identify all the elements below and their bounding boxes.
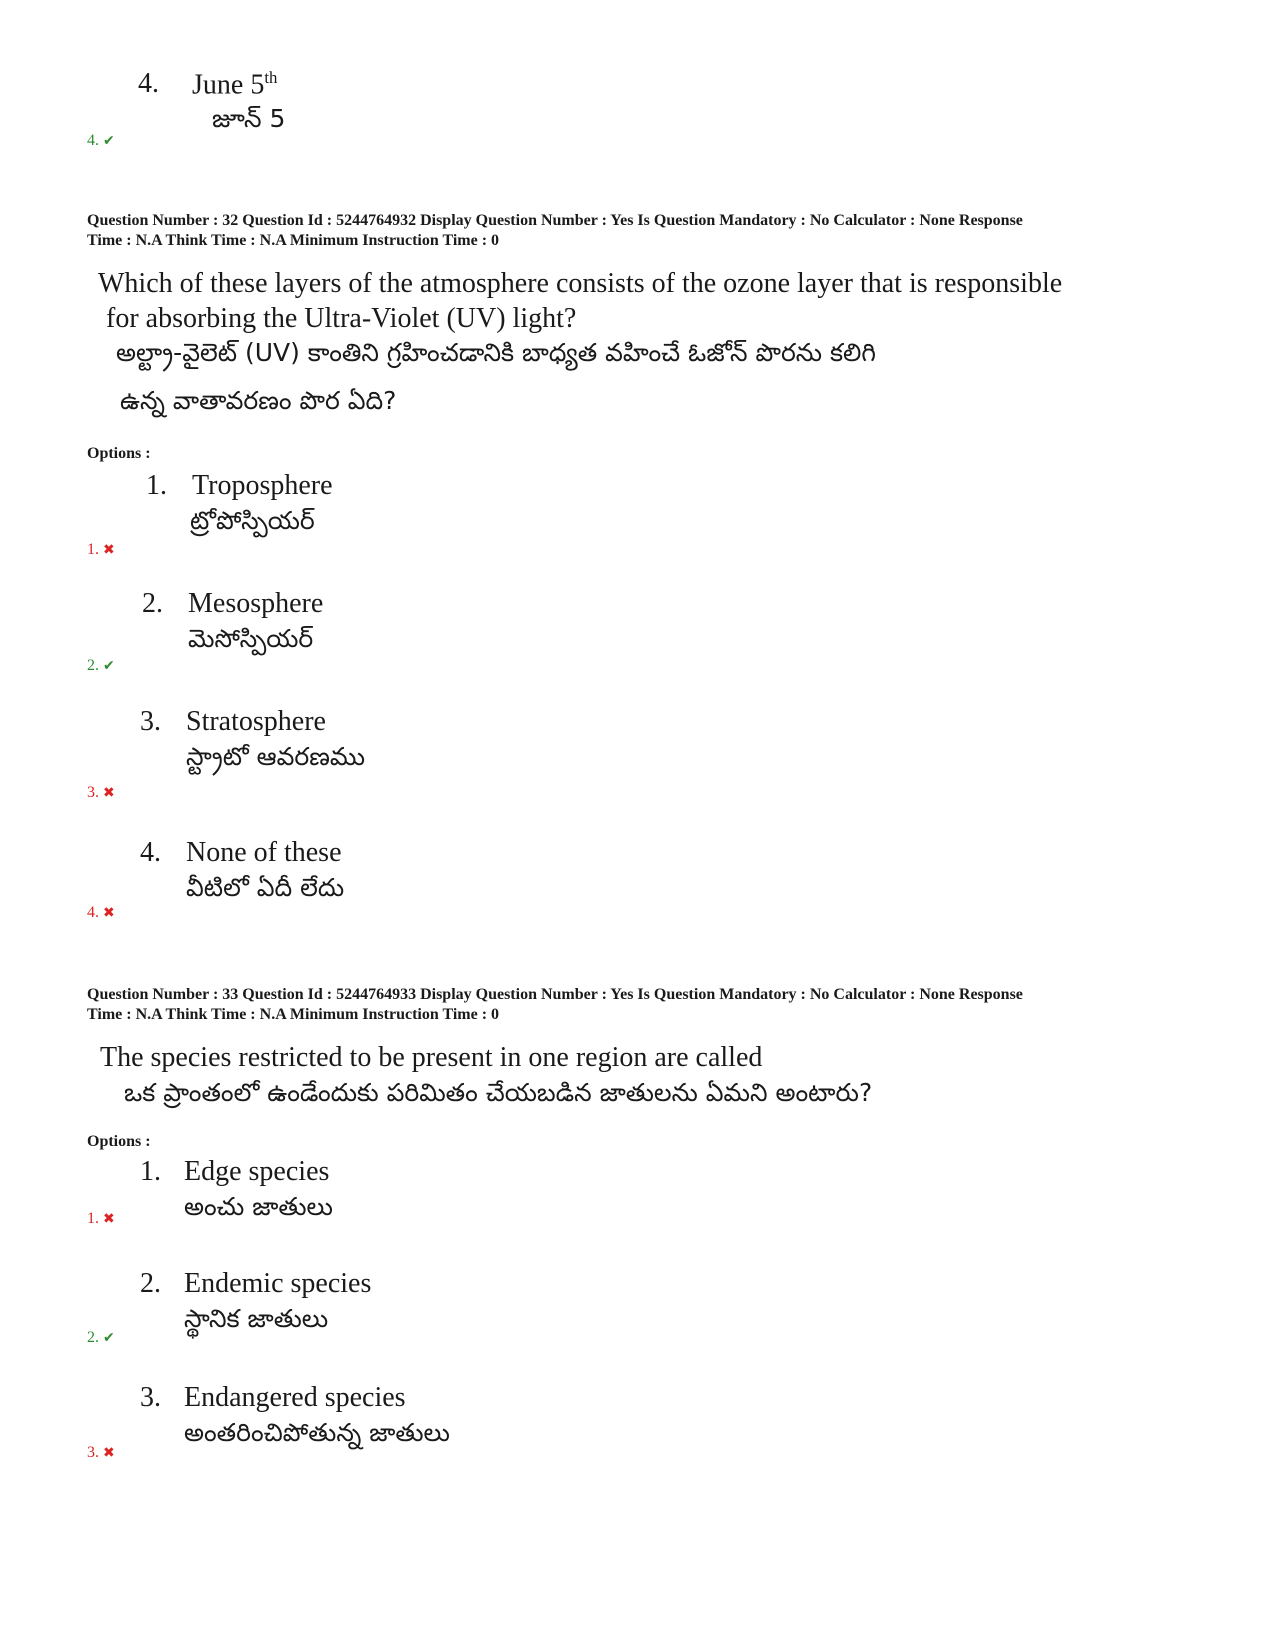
q32-meta-line-1: Question Number : 32 Question Id : 5244764932 Display Question Number : Yes Is Question Mandatory : No Calculator : None Response: [87, 212, 1023, 229]
q32-option-3-number: 3.: [140, 706, 161, 737]
q33-meta-line-2: Time : N.A Think Time : N.A Minimum Instruction Time : 0: [87, 1006, 500, 1023]
q32-option-4-marker: [87, 904, 115, 922]
q33-option-2-english: Endemic species: [184, 1268, 372, 1299]
q32-option-2-number: 2.: [142, 588, 163, 619]
q33-option-1-telugu: అంచు జాతులు: [184, 1192, 333, 1221]
q32-option-3-english: Stratosphere: [186, 706, 326, 737]
q33-option-2-number: 2.: [140, 1268, 161, 1299]
q32-option-2-telugu: మెసోస్పియర్: [188, 624, 314, 653]
q32-option-1-marker: [87, 541, 115, 559]
q32-option-4-english: None of these: [186, 837, 342, 868]
check-icon: ✔: [103, 133, 115, 149]
q33-option-3-english: Endangered species: [184, 1382, 406, 1413]
cross-icon: ✖: [103, 542, 115, 558]
q32-meta-line-2: Time : N.A Think Time : N.A Minimum Instruction Time : 0: [87, 232, 500, 249]
q32-question-english-1: Which of these layers of the atmosphere consists of the ozone layer that is responsible: [98, 268, 1063, 299]
cross-icon: ✖: [103, 1445, 115, 1461]
q33-option-2-telugu: స్థానిక జాతులు: [184, 1304, 329, 1333]
q32-option-3-telugu: స్ట్రాటో ఆవరణము: [186, 742, 365, 771]
q33-meta-line-1: Question Number : 33 Question Id : 5244764933 Display Question Number : Yes Is Question Mandatory : No Calculator : None Response: [87, 986, 1023, 1003]
q32-question-english-2: for absorbing the Ultra-Violet (UV) light?: [106, 303, 577, 334]
cross-icon: ✖: [103, 905, 115, 921]
q32-option-4-telugu: వీటిలో ఏదీ లేదు: [186, 873, 345, 902]
check-icon: ✔: [103, 658, 115, 674]
q32-option-2-marker-label: 2.: [87, 657, 99, 674]
q33-option-2-marker: [87, 1329, 115, 1347]
q32-option-2-marker: [87, 657, 115, 675]
q32-options-label: Options :: [87, 445, 151, 462]
q32-meta: [87, 211, 1207, 251]
q32-option-1-telugu: ట్రోపోస్పియర్: [190, 506, 315, 535]
cross-icon: ✖: [103, 1211, 115, 1227]
q32-option-2-english: Mesosphere: [188, 588, 324, 619]
q32-option-3-marker: [87, 784, 115, 802]
q33-option-3-number: 3.: [140, 1382, 161, 1413]
q33-option-3-telugu: అంతరించిపోతున్న జాతులు: [184, 1418, 450, 1447]
q33-question-telugu-1: ఒక ప్రాంతంలో ఉండేందుకు పరిమితం చేయబడిన జాతులను ఏమని అంటారు?: [124, 1078, 873, 1107]
q32-option-1-number: 1.: [146, 470, 167, 501]
check-icon: ✔: [103, 1330, 115, 1346]
q33-option-3-marker: [87, 1444, 115, 1462]
prev-option-telugu: జూన్ 5: [212, 104, 286, 133]
q32-question-telugu-1: అల్ట్రా-వైలెట్ (UV) కాంతిని గ్రహించడానికి బాధ్యత వహించే ఓజోన్ పొరను కలిగి: [116, 338, 876, 367]
q32-option-3-marker-label: 3.: [87, 784, 99, 801]
q33-option-1-marker-label: 1.: [87, 1210, 99, 1227]
prev-option-marker: [87, 132, 115, 150]
q33-option-3-marker-label: 3.: [87, 1444, 99, 1461]
prev-option-english-text: June 5: [192, 69, 265, 101]
q32-option-4-marker-label: 4.: [87, 904, 99, 921]
cross-icon: ✖: [103, 785, 115, 801]
q33-option-1-number: 1.: [140, 1156, 161, 1187]
prev-option-marker-label: 4.: [87, 132, 99, 149]
q32-question-telugu-2: ఉన్న వాతావరణం పొర ఏది?: [120, 386, 397, 415]
q33-option-2-marker-label: 2.: [87, 1329, 99, 1346]
q33-meta: [87, 985, 1207, 1025]
prev-option-superscript: th: [264, 68, 278, 87]
prev-option-english: [192, 68, 277, 101]
q32-option-4-number: 4.: [140, 837, 161, 868]
q33-option-1-english: Edge species: [184, 1156, 330, 1187]
prev-option-number: 4.: [138, 68, 159, 99]
q32-option-1-marker-label: 1.: [87, 541, 99, 558]
q32-option-1-english: Troposphere: [192, 470, 333, 501]
q33-option-1-marker: [87, 1210, 115, 1228]
q33-options-label: Options :: [87, 1133, 151, 1150]
q33-question-english-1: The species restricted to be present in one region are called: [100, 1042, 763, 1073]
